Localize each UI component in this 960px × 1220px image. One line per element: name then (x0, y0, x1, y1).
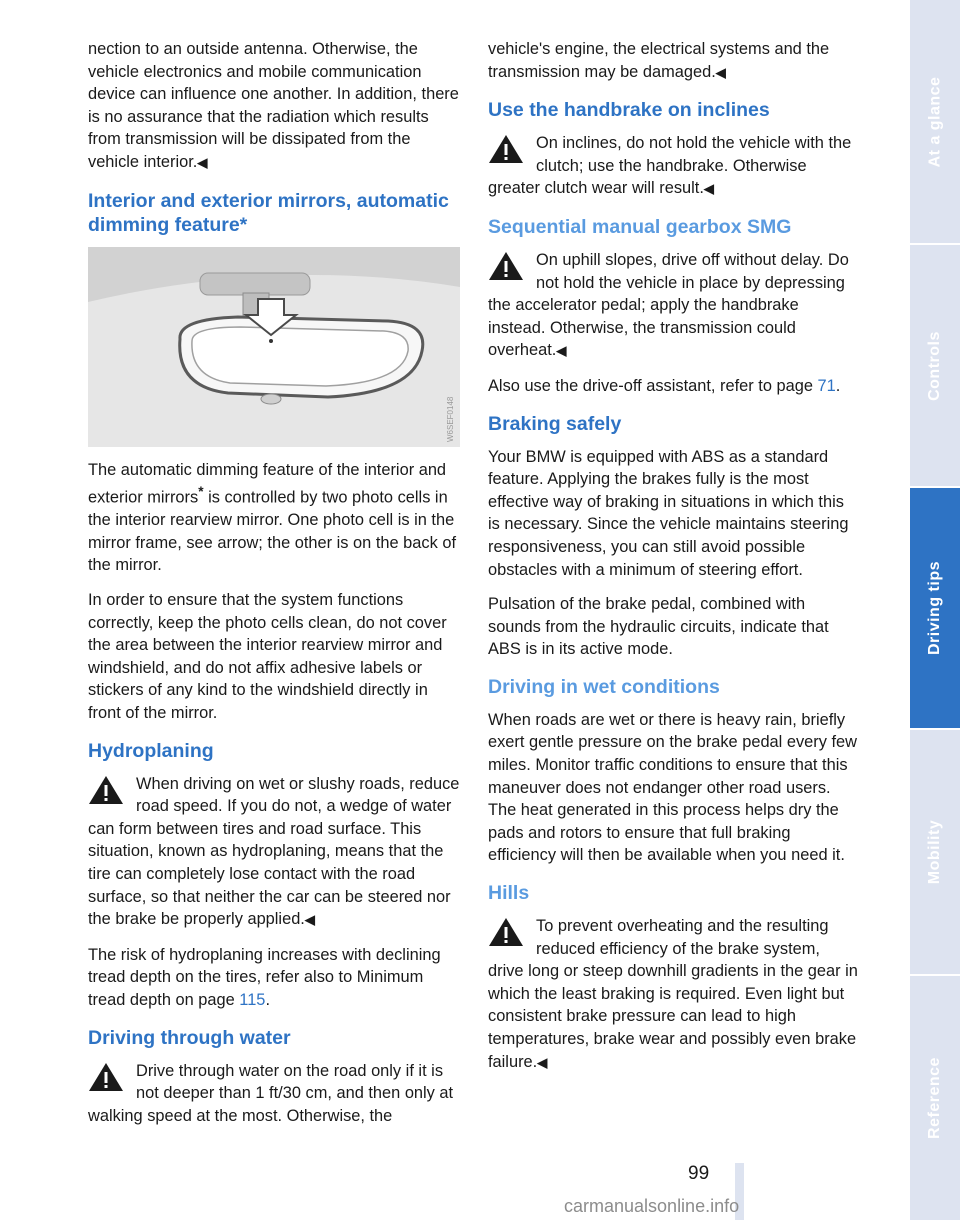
tab-mobility[interactable]: Mobility (910, 730, 960, 974)
hills-warning: To prevent overheating and the resulting reduced efficiency of the brake system, drive long or steep downhill gradients in the gear in which the least braking is required. Even light but consistent brake pressure can lead to high temperatures, brake wear and possibly even brake failure.◀ (488, 917, 858, 1071)
image-code: W6SEF0148 (446, 396, 455, 442)
hydroplaning-paragraph: The risk of hydroplaning increases with declining tread depth on the tires, refer also to Minimum tread depth on page 115. (88, 945, 441, 1009)
hills-heading: Hills (488, 882, 530, 905)
tab-driving-tips[interactable]: Driving tips (910, 488, 960, 728)
warning-icon (488, 917, 524, 947)
warning-icon (488, 251, 524, 281)
water-warning: Drive through water on the road only if it is not deeper than 1 ft/30 cm, and then only at walking speed at the most. Otherwise, the (88, 1061, 454, 1125)
wet-conditions-paragraph: When roads are wet or there is heavy rain, briefly exert gentle pressure on the brake pedal every few miles. Monitor traffic conditions to ensure that this maneuver does not endanger other road users. The heat generated in this process helps dry the pads and rotors to ensure that full braking efficiency will then be available when you need it. (488, 710, 858, 865)
smg-warning: On uphill slopes, drive off without delay. Do not hold the vehicle in place by depressing the accelerator pedal; apply the handbrake instead. Otherwise, the transmission could overheat.◀ (488, 250, 849, 360)
rearview-mirror-figure (88, 247, 460, 447)
page-number: 99 (688, 1163, 710, 1184)
wet-conditions-heading: Driving in wet conditions (488, 675, 720, 698)
handbrake-warning: On inclines, do not hold the vehicle with the clutch; use the handbrake. Otherwise greater clutch wear will result.◀ (488, 134, 852, 198)
mirrors-paragraph-2: In order to ensure that the system functions correctly, keep the photo cells clean, do not cover the area between the interior rearview mirror and windshield, and do not affix adhesive labels or stickers of any kind to the windshield directly in front of the mirror. (88, 591, 447, 722)
tab-at-a-glance[interactable]: At a glance (910, 0, 960, 243)
smg-heading: Sequential manual gearbox SMG (488, 215, 792, 238)
tab-reference[interactable]: Reference (910, 976, 960, 1220)
tab-controls[interactable]: Controls (910, 245, 960, 486)
warning-icon (488, 134, 524, 164)
end-mark-icon: ◀ (703, 181, 714, 197)
warning-icon (88, 1062, 124, 1092)
mirrors-paragraph-1: The automatic dimming feature of the interior and exterior mirrors* is controlled by two photo cells in the interior rearview mirror. One photo cell is in the mirror frame, see arrow; the other is on the back of the mirror. (88, 460, 457, 575)
driving-through-water-heading: Driving through water (88, 1026, 291, 1049)
mirror-sensor-button (261, 394, 281, 404)
hydroplaning-warning: When driving on wet or slushy roads, reduce road speed. If you do not, a wedge of water can form between tires and road surface. This situation, known as hydroplaning, means that the tire can completely lose contact with the road surface, so that neither the car can be steered nor the brake be properly applied.◀ (88, 774, 460, 929)
smg-paragraph: Also use the drive-off assistant, refer to page 71. (488, 376, 841, 395)
overhead-console (200, 273, 310, 295)
intro-paragraph: nection to an outside antenna. Otherwise, the vehicle electronics and mobile communication device can influence one another. In addition, there is no assurance that the radiation which results from transmission will be dissipated from the vehicle interior.◀ (88, 40, 459, 171)
left-column (88, 38, 460, 1139)
end-mark-icon: ◀ (556, 343, 567, 359)
braking-safely-heading: Braking safely (488, 412, 622, 435)
chapter-sidebar (910, 0, 960, 1220)
braking-paragraph-2: Pulsation of the brake pedal, combined with sounds from the hydraulic circuits, indicate that ABS is in its active mode. (488, 595, 829, 659)
hydroplaning-heading: Hydroplaning (88, 739, 214, 762)
right-column (488, 38, 860, 1086)
photo-cell-dot (269, 339, 273, 343)
mirror-glass (192, 327, 408, 386)
page-link-115[interactable]: 115 (239, 990, 266, 1009)
handbrake-heading: Use the handbrake on inclines (488, 99, 770, 122)
water-warning-continued: vehicle's engine, the electrical systems and the transmission may be damaged.◀ (488, 40, 830, 81)
mirrors-heading: Interior and exterior mirrors, automatic dimming feature* (88, 189, 449, 236)
watermark: carmanualsonline.info (564, 1196, 740, 1216)
end-mark-icon: ◀ (537, 1054, 548, 1070)
end-mark-icon: ◀ (197, 154, 208, 170)
braking-paragraph-1: Your BMW is equipped with ABS as a standard feature. Applying the brakes fully is the most effective way of braking in situations in which this is necessary. Since the vehicle maintains steering responsiveness, you can still avoid possible obstacles with a minimum of steering effort. (488, 447, 849, 579)
warning-icon (88, 775, 124, 805)
end-mark-icon: ◀ (715, 64, 726, 80)
end-mark-icon: ◀ (304, 912, 315, 928)
asterisk: * (198, 484, 204, 500)
page-link-71[interactable]: 71 (817, 376, 836, 395)
